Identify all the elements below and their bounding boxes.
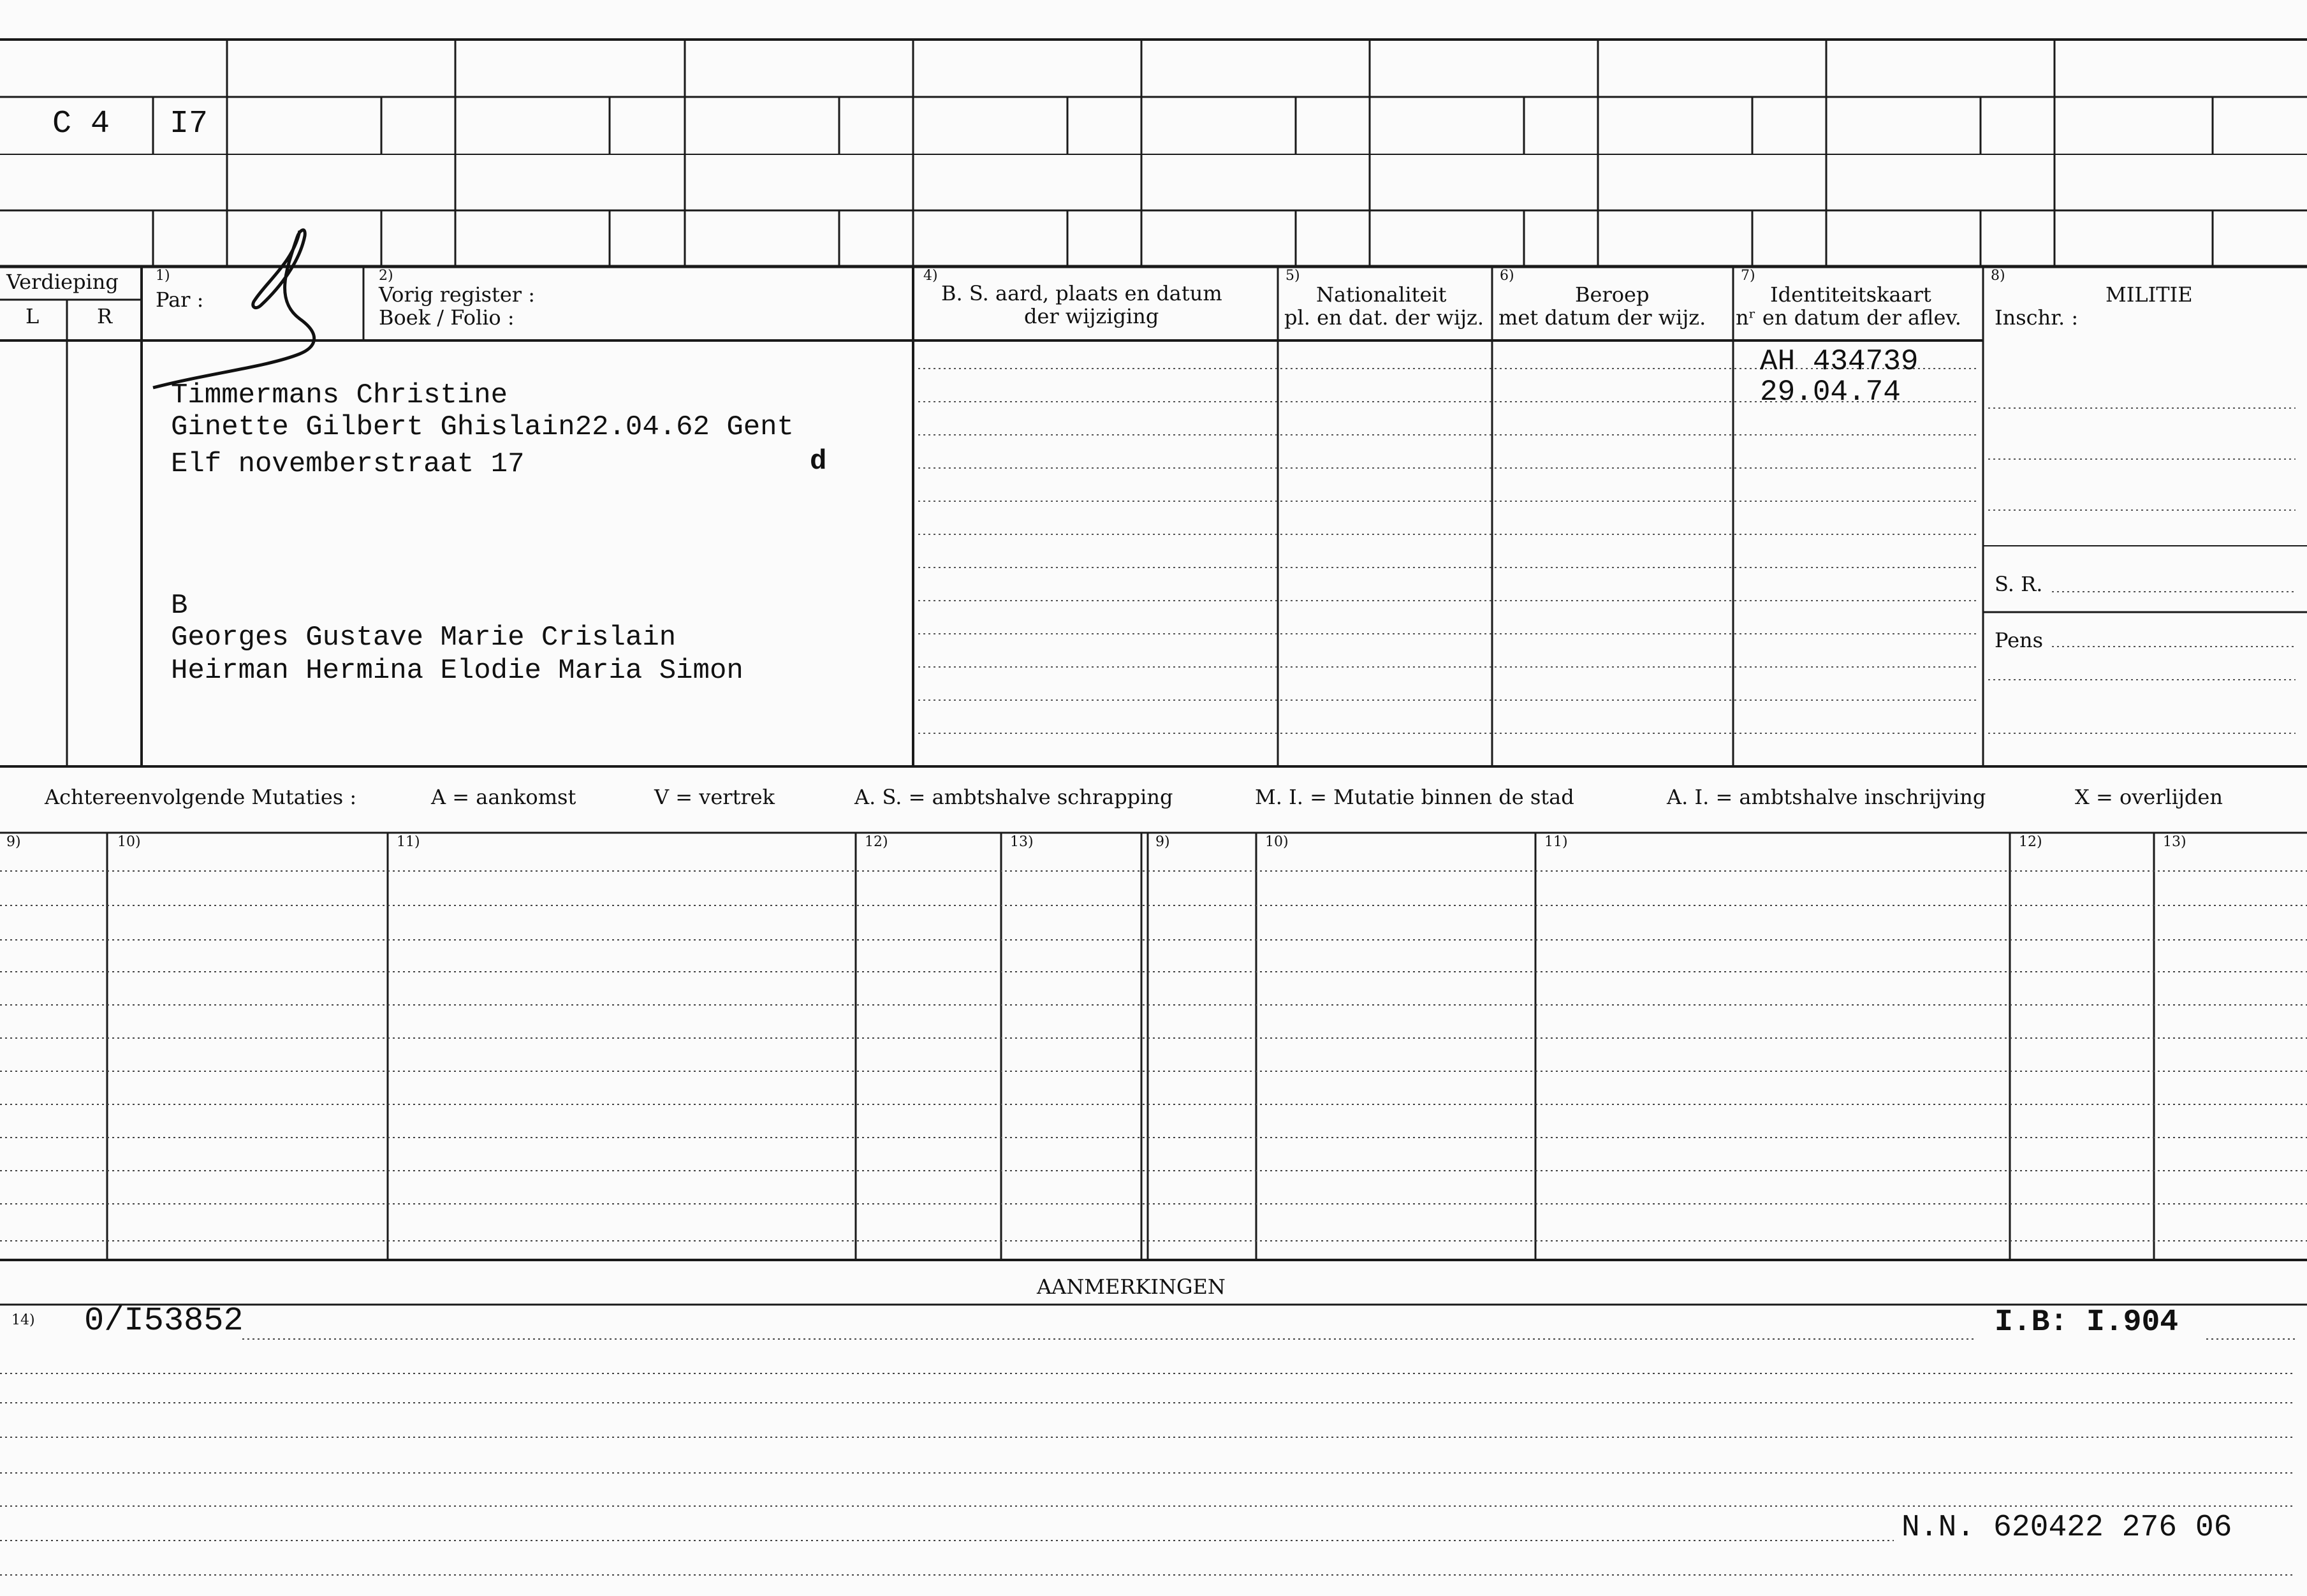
person-mark: d bbox=[810, 446, 827, 478]
beroep-header-2: met datum der wijz. bbox=[1498, 305, 1706, 330]
par-label: Par : bbox=[156, 288, 204, 312]
mutation-col-number: 9) bbox=[6, 834, 21, 850]
mutation-col-number: 12) bbox=[865, 834, 888, 850]
legend-arrival: A = aankomst bbox=[431, 785, 576, 809]
mother-name: Heirman Hermina Elodie Maria Simon bbox=[171, 655, 743, 687]
col-5-number: 5) bbox=[1285, 268, 1300, 284]
mutation-col-number: 11) bbox=[1544, 834, 1568, 850]
col-4-number: 4) bbox=[923, 268, 938, 284]
right-label: R bbox=[97, 304, 113, 328]
col-8-number: 8) bbox=[1991, 268, 2005, 284]
boek-folio-label: Boek / Folio : bbox=[379, 305, 515, 330]
col-7-number: 7) bbox=[1741, 268, 1755, 284]
id-header-2: nʳ en datum der aflev. bbox=[1736, 305, 1961, 330]
mutation-col-number: 13) bbox=[1010, 834, 1034, 850]
code-block: C 4 bbox=[52, 106, 110, 142]
mutations-legend-title: Achtereenvolgende Mutaties : bbox=[45, 785, 357, 809]
mutation-col-number: 10) bbox=[117, 834, 141, 850]
identity-card-date: 29.04.74 bbox=[1760, 376, 1901, 409]
remarks-ib: I.B: I.904 bbox=[1995, 1305, 2179, 1340]
person-given-names-birth: Ginette Gilbert Ghislain22.04.62 Gent bbox=[171, 411, 794, 443]
father-name: Georges Gustave Marie Crislain bbox=[171, 622, 677, 654]
mutation-col-number: 10) bbox=[1265, 834, 1289, 850]
inschr-label: Inschr. : bbox=[1995, 305, 2079, 330]
person-name: Timmermans Christine bbox=[171, 379, 508, 411]
legend-internal-move: M. I. = Mutatie binnen de stad bbox=[1255, 785, 1574, 809]
remarks-reference: 0/I53852 bbox=[84, 1302, 244, 1340]
bs-header-2: der wijziging bbox=[1024, 304, 1159, 328]
mutation-col-number: 13) bbox=[2163, 834, 2186, 850]
mutation-col-number: 9) bbox=[1155, 834, 1170, 850]
legend-struck-off: A. S. = ambtshalve schrapping bbox=[854, 785, 1173, 809]
remarks-number: 14) bbox=[11, 1312, 35, 1328]
parents-label: B bbox=[171, 590, 188, 622]
legend-death: X = overlijden bbox=[2075, 785, 2223, 809]
legend-departure: V = vertrek bbox=[654, 785, 775, 809]
code-sequence: I7 bbox=[170, 106, 209, 142]
col-1-number: 1) bbox=[156, 268, 170, 284]
remarks-title: AANMERKINGEN bbox=[1037, 1275, 1226, 1299]
national-number: N.N. 620422 276 06 bbox=[1901, 1511, 2232, 1545]
nat-header-1: Nationaliteit bbox=[1316, 282, 1447, 307]
sr-label: S. R. bbox=[1995, 572, 2043, 596]
pens-label: Pens bbox=[1995, 628, 2044, 652]
col-6-number: 6) bbox=[1500, 268, 1514, 284]
bs-header-1: B. S. aard, plaats en datum bbox=[941, 281, 1222, 305]
legend-registration: A. I. = ambtshalve inschrijving bbox=[1667, 785, 1986, 809]
militie-header: MILITIE bbox=[2106, 282, 2193, 307]
id-header-1: Identiteitskaart bbox=[1770, 282, 1931, 307]
col-2-number: 2) bbox=[379, 268, 393, 284]
mutation-col-number: 12) bbox=[2019, 834, 2042, 850]
left-label: L bbox=[26, 304, 40, 328]
verdieping-label: Verdieping bbox=[6, 270, 119, 294]
vorig-register-label: Vorig register : bbox=[379, 282, 536, 307]
identity-card-number: AH 434739 bbox=[1760, 345, 1919, 378]
nat-header-2: pl. en dat. der wijz. bbox=[1284, 305, 1484, 330]
person-address: Elf novemberstraat 17 bbox=[171, 448, 525, 480]
beroep-header-1: Beroep bbox=[1575, 282, 1650, 307]
mutation-col-number: 11) bbox=[397, 834, 420, 850]
